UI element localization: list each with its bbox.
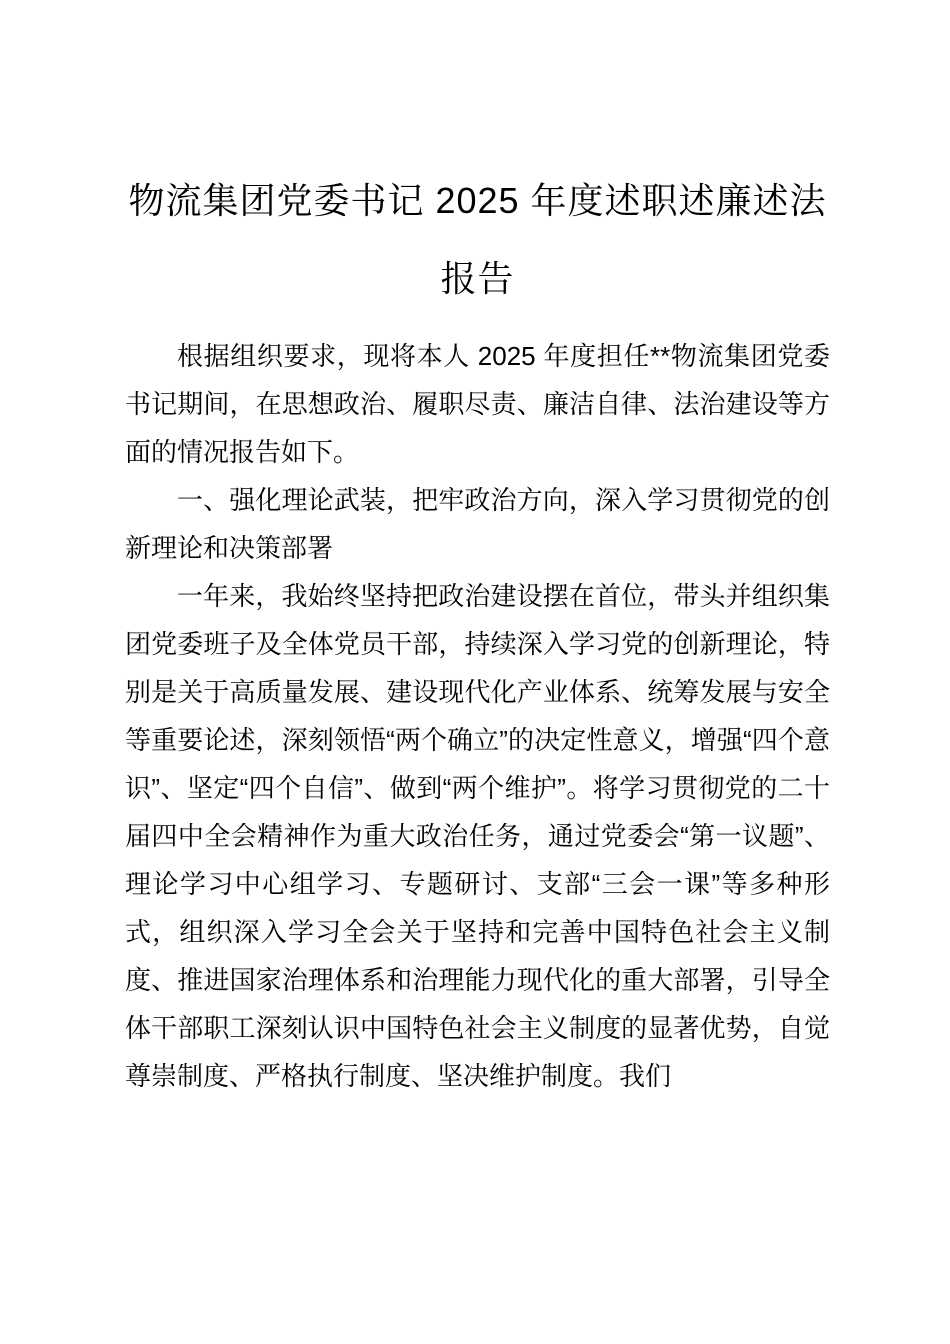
document-title bbox=[125, 162, 830, 318]
document-title-line-1: 物流集团党委书记 2025 年度述职述廉述法 bbox=[128, 180, 827, 221]
paragraph-section-1-body: 一年来，我始终坚持把政治建设摆在首位，带头并组织集团党委班子及全体党员干部，持续深入学习党的创新理论，特别是关于高质量发展、建设现代化产业体系、统筹发展与安全等重要论述，深刻领悟“两个确立”的决定性意义，增强“四个意识”、坚定“四个自信”、做到“两个维护”。将学习贯彻党的二十届四中全会精神作为重大政治任务，通过党委会“第一议题”、理论学习中心组学习、专题研讨、支部“三会一课”等多种形式，组织深入学习全会关于坚持和完善中国特色社会主义制度、推进国家治理体系和治理能力现代化的重大部署，引导全体干部职工深刻认识中国特色社会主义制度的显著优势，自觉尊崇制度、严格执行制度、坚决维护制度。我们 bbox=[125, 581, 830, 1091]
section-heading-1: 一、强化理论武装，把牢政治方向，深入学习贯彻党的创新理论和决策部署 bbox=[125, 485, 830, 563]
document-title-line-2: 报告 bbox=[440, 258, 515, 299]
paragraph-intro: 根据组织要求，现将本人 2025 年度担任**物流集团党委书记期间，在思想政治、履职尽责、廉洁自律、法治建设等方面的情况报告如下。 bbox=[125, 341, 830, 467]
